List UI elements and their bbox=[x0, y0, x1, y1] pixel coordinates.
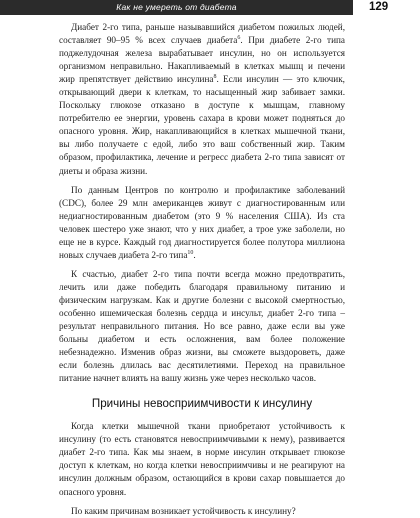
paragraph bbox=[59, 505, 345, 518]
footnote-ref: 10 bbox=[187, 249, 194, 256]
paragraph-text: . При диабете 2-го типа поджелудочная железа вырабатывает инсулин, но он используется организмом неправильно. Накапливаемый в клетках мышц и печени жир препятствует действию инсулина bbox=[59, 35, 345, 85]
body-text bbox=[59, 21, 345, 518]
paragraph-text: По каким причинам возникает устойчивость к инсулину? bbox=[71, 505, 296, 516]
section-heading: Причины невосприимчивости к инсулину bbox=[91, 397, 313, 411]
footnote-ref: 6 bbox=[237, 34, 241, 41]
running-title: Как не умереть от диабета bbox=[116, 2, 237, 12]
paragraph-text: Диабет 2-го типа, раньше называвшийся диабетом пожилых людей, составляет 90–95 % всех случаев диабета bbox=[59, 22, 345, 46]
paragraph-text: . bbox=[193, 249, 196, 260]
page-header bbox=[0, 0, 420, 15]
paragraph-text: К счастью, диабет 2-го типа почти всегда можно предотвратить, лечить или даже победить благодаря правильному питанию и физическим нагрузкам. Как и другие болезни с высокой смертностью, особенно ишемическая болезнь сердца и инсульт, диабет 2-го типа – результат неправильного питания. Но все равно, даже если вы уже больны диабетом и есть осложнения, вам более положение небезнадежно. Изменив образ жизни, вы сможете выздороветь, даже если болезнь длилась вас десятилетиями. Переход на правильное питание начнет влиять на вашу жизнь уже через несколько часов. bbox=[59, 268, 345, 384]
page-number: 129 bbox=[369, 1, 389, 13]
paragraph-text: Когда клетки мышечной ткани приобретают устойчивость к инсулину (то есть становятся невосприимчивыми к нему), развивается диабет 2-го типа. Как мы знаем, в норме инсулин открывает глюкозе доступ к клеткам, но когда клетки невосприимчивы и не реагируют на инсулин должным образом, остающийся в крови сахар повышается до опасного уровня. bbox=[59, 421, 345, 497]
paragraph bbox=[59, 420, 345, 498]
paragraph bbox=[59, 184, 345, 262]
paragraph bbox=[59, 21, 345, 178]
footnote-ref: 8 bbox=[213, 74, 217, 81]
paragraph bbox=[59, 268, 345, 385]
paragraph-text: По данным Центров по контролю и профилактике заболеваний (CDC), более 29 млн американцев живут с диагностированным или недиагностированным диабетом (это 9 % населения США). Из ста человек шестеро уже знают, что у них диабет, а трое уже заболели, но еще не в курсе. Каждый год диагностируется более полутора миллиона новых случаев диабета 2-го типа bbox=[59, 184, 345, 260]
paragraph-text: . Если инсулин — это ключик, открывающий двери к клеткам, то насыщенный жир забивает замки. Поскольку глюкозе отказано в доступе к мышцам, главному потребителю ее энергии, уровень сахара в крови может подняться до опасного уровня. Жир, накапливающийся в клетках мышечной ткани, вы либо получаете с едой, либо это ваш собственный жир. Таким образом, профилактика, лечение и регресс диабета 2-го типа зависят от диеты и образа жизни. bbox=[59, 74, 345, 176]
